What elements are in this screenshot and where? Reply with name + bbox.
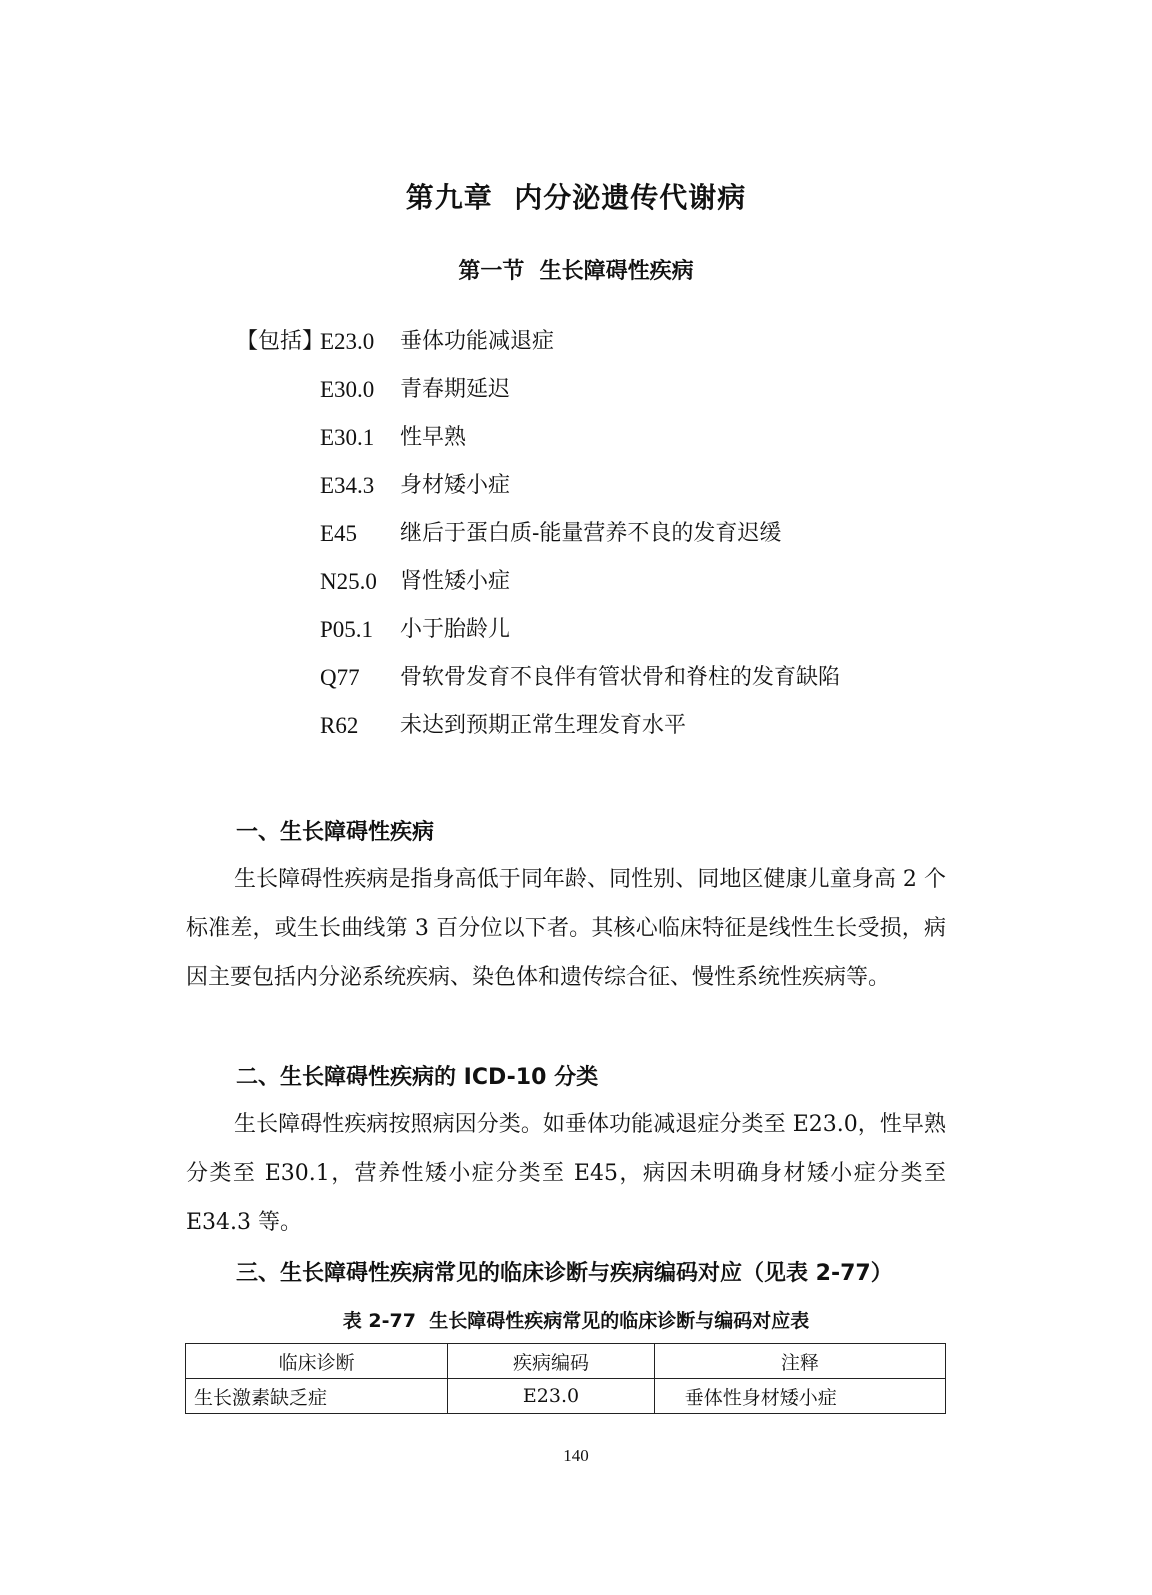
icd-description: 继后于蛋白质-能量营养不良的发育迟缓 xyxy=(400,521,782,546)
includes-label: 【包括】 xyxy=(236,329,325,354)
icd-description: 身材矮小症 xyxy=(400,473,511,498)
section-heading-3: 三、生长障碍性疾病常见的临床诊断与疾病编码对应（见表 2-77） xyxy=(236,1261,893,1286)
icd-description: 骨软骨发育不良伴有管状骨和脊柱的发育缺陷 xyxy=(400,665,841,690)
icd-code: E30.1 xyxy=(320,425,375,450)
icd-code: E34.3 xyxy=(320,473,375,498)
icd-description: 性早熟 xyxy=(400,425,467,450)
icd-code: R62 xyxy=(320,713,359,738)
icd-description: 垂体功能减退症 xyxy=(400,329,555,354)
table-cell-code: E23.0 xyxy=(448,1379,655,1414)
icd-code: E45 xyxy=(320,521,358,546)
icd-code: E30.0 xyxy=(320,377,375,402)
table-row xyxy=(186,1379,946,1414)
diagnosis-code-table xyxy=(185,1343,946,1414)
icd-code: P05.1 xyxy=(320,617,374,642)
table-header-row xyxy=(186,1344,946,1379)
icd-code: N25.0 xyxy=(320,569,377,594)
table-cell-note: 垂体性身材矮小症 xyxy=(654,1379,945,1414)
table-cell-diagnosis: 生长激素缺乏症 xyxy=(186,1379,448,1414)
icd-code: E23.0 xyxy=(320,329,375,354)
section-title: 第一节 生长障碍性疾病 xyxy=(458,259,694,284)
table-caption: 表 2-77 生长障碍性疾病常见的临床诊断与编码对应表 xyxy=(342,1310,810,1332)
icd-description: 肾性矮小症 xyxy=(400,569,511,594)
icd-description: 小于胎龄儿 xyxy=(400,617,511,642)
section-paragraph-1: 生长障碍性疾病是指身高低于同年龄、同性别、同地区健康儿童身高 2 个标准差，或生长曲线第 3 百分位以下者。其核心临床特征是线性生长受损，病因主要包括内分泌系统疾病、染色体和遗传综合征、慢性系统性疾病等。 xyxy=(186,867,946,990)
section-heading-2: 二、生长障碍性疾病的 ICD-10 分类 xyxy=(236,1065,599,1090)
column-header-code: 疾病编码 xyxy=(448,1344,655,1379)
chapter-title: 第九章 内分泌遗传代谢病 xyxy=(405,181,747,214)
column-header-note: 注释 xyxy=(654,1344,945,1379)
column-header-diagnosis: 临床诊断 xyxy=(186,1344,448,1379)
section-heading-1: 一、生长障碍性疾病 xyxy=(236,820,435,845)
icd-description: 青春期延迟 xyxy=(400,377,511,402)
page-number: 140 xyxy=(563,1446,589,1465)
icd-code: Q77 xyxy=(320,665,360,690)
section-paragraph-2: 生长障碍性疾病按照病因分类。如垂体功能减退症分类至 E23.0，性早熟分类至 E30.1，营养性矮小症分类至 E45，病因未明确身材矮小症分类至 E34.3 等。 xyxy=(186,1112,946,1235)
icd-description: 未达到预期正常生理发育水平 xyxy=(400,713,687,738)
